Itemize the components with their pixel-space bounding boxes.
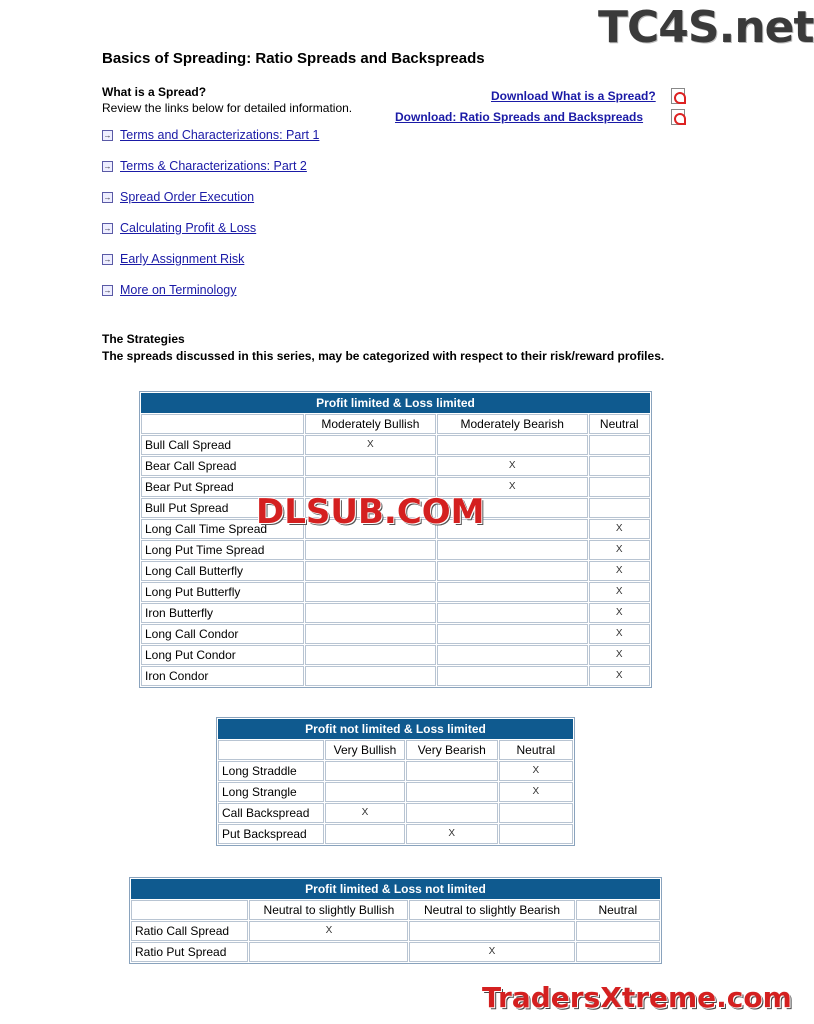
strategy-name-cell: Iron Butterfly <box>141 603 304 623</box>
column-header: Neutral <box>576 900 660 920</box>
outlook-mark-cell: X <box>437 456 588 476</box>
arrow-box-icon: → <box>103 131 112 140</box>
arrow-box-icon: → <box>103 193 112 202</box>
column-header: Very Bearish <box>406 740 498 760</box>
outlook-mark-cell: X <box>589 540 650 560</box>
terms-part1-link[interactable]: Terms and Characterizations: Part 1 <box>120 128 320 142</box>
outlook-mark-cell <box>325 824 404 844</box>
strategy-name-cell: Long Put Butterfly <box>141 582 304 602</box>
column-header <box>218 740 324 760</box>
outlook-mark-cell <box>305 645 436 665</box>
outlook-mark-cell: X <box>409 942 574 962</box>
outlook-mark-cell: X <box>589 561 650 581</box>
tradersxtreme-watermark: TradersXtreme.com <box>482 981 792 1014</box>
pdf-icon[interactable] <box>671 109 685 125</box>
strategies-description: The spreads discussed in this series, may be categorized with respect to their risk/reward profiles. <box>102 349 665 363</box>
column-header: Neutral <box>499 740 573 760</box>
column-header: Moderately Bearish <box>437 414 588 434</box>
outlook-mark-cell <box>406 761 498 781</box>
outlook-mark-cell <box>305 540 436 560</box>
outlook-mark-cell: X <box>249 921 408 941</box>
outlook-mark-cell <box>305 624 436 644</box>
column-header: Neutral to slightly Bearish <box>409 900 574 920</box>
table-header-row <box>131 900 660 920</box>
table-row <box>131 921 660 941</box>
table-row <box>141 561 650 581</box>
table-caption: Profit limited & Loss limited <box>141 393 650 413</box>
table-row <box>218 824 573 844</box>
outlook-mark-cell <box>406 803 498 823</box>
download-ratio-spreads-link[interactable]: Download: Ratio Spreads and Backspreads <box>395 110 644 124</box>
strategy-name-cell: Bull Put Spread <box>141 498 304 518</box>
limited-not-limited-table <box>129 877 662 964</box>
outlook-mark-cell <box>249 942 408 962</box>
strategy-name-cell: Long Put Condor <box>141 645 304 665</box>
table-row <box>131 942 660 962</box>
outlook-mark-cell <box>305 603 436 623</box>
column-header: Neutral <box>589 414 650 434</box>
table-row <box>141 582 650 602</box>
table-header-row <box>141 414 650 434</box>
outlook-mark-cell <box>437 645 588 665</box>
strategy-name-cell: Long Call Time Spread <box>141 519 304 539</box>
outlook-mark-cell <box>499 824 573 844</box>
dlsub-watermark: DLSUB.COM <box>256 492 485 532</box>
outlook-mark-cell: X <box>325 803 404 823</box>
outlook-mark-cell: X <box>437 477 588 497</box>
column-header <box>141 414 304 434</box>
arrow-box-icon: → <box>103 224 112 233</box>
strategy-name-cell: Long Call Butterfly <box>141 561 304 581</box>
strategy-name-cell: Ratio Put Spread <box>131 942 248 962</box>
order-execution-link[interactable]: Spread Order Execution <box>120 190 255 204</box>
arrow-box-icon: → <box>103 255 112 264</box>
strategy-name-cell: Ratio Call Spread <box>131 921 248 941</box>
table-caption-row <box>141 393 650 413</box>
outlook-mark-cell <box>437 540 588 560</box>
outlook-mark-cell: X <box>589 666 650 686</box>
table-row <box>141 456 650 476</box>
outlook-mark-cell: X <box>305 435 436 455</box>
arrow-box-icon: → <box>103 162 112 171</box>
outlook-mark-cell <box>437 561 588 581</box>
table-row <box>141 603 650 623</box>
outlook-mark-cell <box>437 435 588 455</box>
outlook-mark-cell <box>576 921 660 941</box>
outlook-mark-cell <box>499 803 573 823</box>
table-caption: Profit limited & Loss not limited <box>131 879 660 899</box>
outlook-mark-cell: X <box>589 582 650 602</box>
outlook-mark-cell <box>589 498 650 518</box>
table-row <box>141 624 650 644</box>
strategy-name-cell: Long Strangle <box>218 782 324 802</box>
table-row <box>218 782 573 802</box>
outlook-mark-cell: X <box>589 603 650 623</box>
outlook-mark-cell <box>589 456 650 476</box>
table-caption-row <box>131 879 660 899</box>
outlook-mark-cell: X <box>589 645 650 665</box>
table-row <box>141 645 650 665</box>
pdf-icon[interactable] <box>671 88 685 104</box>
arrow-box-icon: → <box>103 286 112 295</box>
table-caption: Profit not limited & Loss limited <box>218 719 573 739</box>
outlook-mark-cell <box>437 603 588 623</box>
column-header: Very Bullish <box>325 740 404 760</box>
spread-intro: Review the links below for detailed information. <box>102 101 353 115</box>
profit-loss-link[interactable]: Calculating Profit & Loss <box>120 221 257 235</box>
table-row <box>141 666 650 686</box>
download-what-is-spread-link[interactable]: Download What is a Spread? <box>491 89 656 103</box>
tc4s-logo: TC4S.net <box>598 2 814 53</box>
outlook-mark-cell <box>437 582 588 602</box>
strategy-name-cell: Iron Condor <box>141 666 304 686</box>
outlook-mark-cell <box>305 561 436 581</box>
outlook-mark-cell <box>406 782 498 802</box>
strategy-name-cell: Bear Put Spread <box>141 477 304 497</box>
outlook-mark-cell <box>589 435 650 455</box>
outlook-mark-cell <box>437 624 588 644</box>
strategy-name-cell: Put Backspread <box>218 824 324 844</box>
strategy-name-cell: Bull Call Spread <box>141 435 304 455</box>
page-title: Basics of Spreading: Ratio Spreads and Backspreads <box>102 50 485 67</box>
spread-heading: What is a Spread? <box>102 85 207 99</box>
more-terminology-link[interactable]: More on Terminology <box>120 283 237 297</box>
early-assignment-link[interactable]: Early Assignment Risk <box>120 252 245 266</box>
outlook-mark-cell: X <box>589 519 650 539</box>
outlook-mark-cell <box>305 456 436 476</box>
terms-part2-link[interactable]: Terms & Characterizations: Part 2 <box>120 159 307 173</box>
outlook-mark-cell <box>437 666 588 686</box>
table-row <box>218 803 573 823</box>
outlook-mark-cell <box>409 921 574 941</box>
outlook-mark-cell: X <box>499 761 573 781</box>
strategies-heading: The Strategies <box>102 332 185 346</box>
outlook-mark-cell <box>305 582 436 602</box>
table-row <box>141 435 650 455</box>
strategy-name-cell: Long Call Condor <box>141 624 304 644</box>
strategy-name-cell: Long Straddle <box>218 761 324 781</box>
outlook-mark-cell <box>305 666 436 686</box>
outlook-mark-cell <box>576 942 660 962</box>
not-limited-limited-table <box>216 717 575 846</box>
strategy-name-cell: Bear Call Spread <box>141 456 304 476</box>
table-header-row <box>218 740 573 760</box>
table-row <box>218 761 573 781</box>
outlook-mark-cell <box>325 782 404 802</box>
outlook-mark-cell: X <box>589 624 650 644</box>
outlook-mark-cell <box>589 477 650 497</box>
table-caption-row <box>218 719 573 739</box>
column-header <box>131 900 248 920</box>
table-row <box>141 540 650 560</box>
outlook-mark-cell <box>325 761 404 781</box>
outlook-mark-cell: X <box>499 782 573 802</box>
strategy-name-cell: Call Backspread <box>218 803 324 823</box>
column-header: Moderately Bullish <box>305 414 436 434</box>
strategy-name-cell: Long Put Time Spread <box>141 540 304 560</box>
outlook-mark-cell: X <box>406 824 498 844</box>
limited-limited-table <box>139 391 652 688</box>
column-header: Neutral to slightly Bullish <box>249 900 408 920</box>
